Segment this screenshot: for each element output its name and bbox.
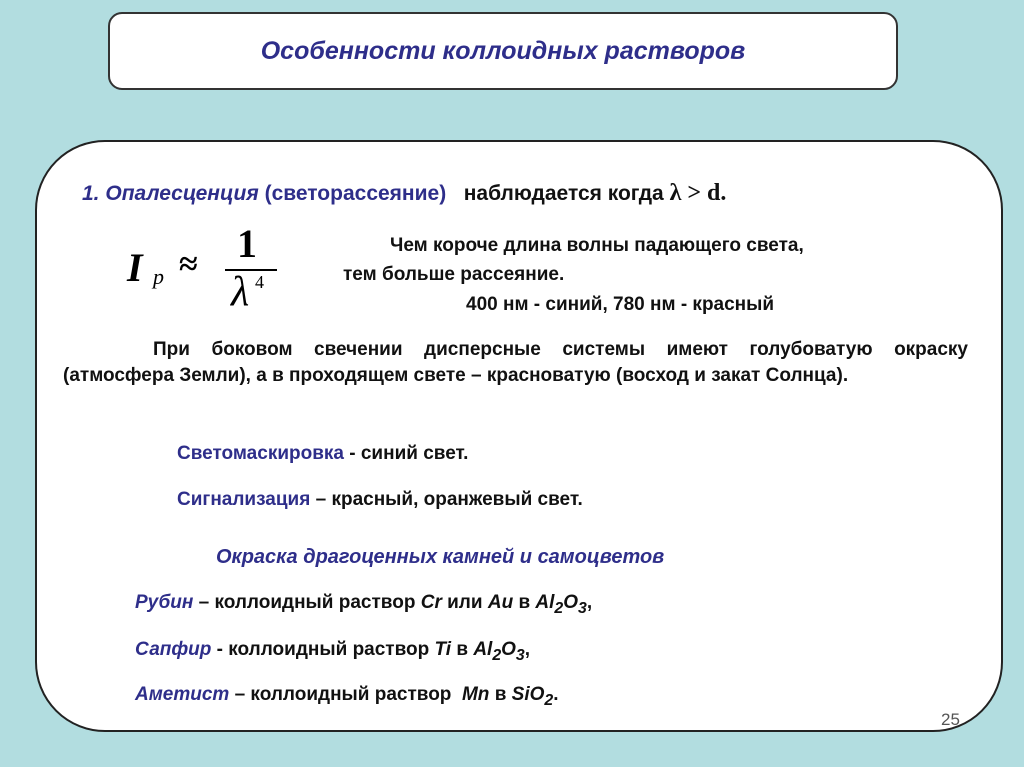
use-rest: – красный, оранжевый свет. (310, 489, 583, 510)
section-number: 1. (82, 182, 100, 205)
host-base: Al (535, 592, 555, 613)
host-oxygen: O (501, 639, 516, 660)
gem-name: Сапфир (135, 639, 212, 660)
rayleigh-formula (127, 221, 287, 315)
wave-note-line2: тем больше рассеяние. (343, 264, 565, 285)
gem-desc: – коллоидный раствор (229, 684, 462, 705)
host-sub: 2 (544, 691, 554, 709)
scattering-paragraph (63, 337, 968, 389)
formula-denominator: λ (231, 269, 250, 315)
opalescence-line (82, 180, 726, 207)
condition-text: наблюдается когда (463, 182, 664, 205)
host-formula (535, 592, 587, 617)
gem-end: , (586, 592, 593, 613)
element: Mn (461, 684, 490, 705)
wave-note-line3: 400 нм - синий, 780 нм - красный (466, 294, 775, 315)
formula-lhs: I (127, 245, 143, 290)
use-term: Сигнализация (177, 489, 311, 510)
element: Au (487, 592, 514, 613)
host-sub: 2 (492, 646, 502, 664)
host-formula (473, 639, 525, 664)
paragraph-text: При боковом свечении дисперсные системы имеют голубоватую окраску (атмосфера Земли), а в проходящем свете – красноватую (восход и закат Солнца). (63, 339, 968, 386)
use-item (177, 489, 583, 511)
element: Ti (434, 639, 452, 660)
opalescence-paren: (светорассеяние) (264, 182, 447, 205)
gem-in: в (489, 684, 512, 705)
gem-in: в (451, 639, 474, 660)
host-sub: 3 (515, 646, 525, 664)
wave-note-line1: Чем короче длина волны падающего света, (390, 235, 804, 256)
gem-item (135, 684, 559, 710)
gem-end: , (524, 639, 531, 660)
page-number: 25 (941, 710, 960, 729)
host-sub: 2 (554, 599, 564, 617)
gems-heading: Окраска драгоценных камней и самоцветов (216, 546, 665, 568)
title-box (108, 12, 898, 90)
gem-desc: – коллоидный раствор (193, 592, 421, 613)
slide-title: Особенности коллоидных растворов (260, 36, 746, 65)
host-base: Al (473, 639, 493, 660)
host-base: SiO (511, 684, 545, 705)
use-item (177, 443, 468, 465)
host-formula (511, 684, 554, 709)
formula-approx: ≈ (179, 246, 198, 283)
gem-item (135, 639, 530, 665)
gem-conj: или (441, 592, 488, 613)
gem-desc: - коллоидный раствор (211, 639, 435, 660)
gem-item (135, 592, 592, 618)
opalescence-term: Опалесценция (105, 182, 259, 205)
formula-numerator: 1 (237, 221, 257, 266)
gem-end: . (553, 684, 559, 705)
host-sub: 3 (578, 599, 587, 617)
gem-name: Рубин (135, 592, 194, 613)
use-rest: - синий свет. (343, 443, 469, 464)
formula-lhs-sub: p (153, 264, 164, 289)
use-term: Светомаскировка (177, 443, 344, 464)
condition-expr: λ > d. (669, 180, 727, 206)
formula-exponent: 4 (255, 272, 264, 292)
host-oxygen: O (563, 592, 579, 613)
gem-in: в (513, 592, 536, 613)
gem-name: Аметист (135, 684, 230, 705)
content-box (35, 140, 1003, 732)
element: Cr (420, 592, 442, 613)
